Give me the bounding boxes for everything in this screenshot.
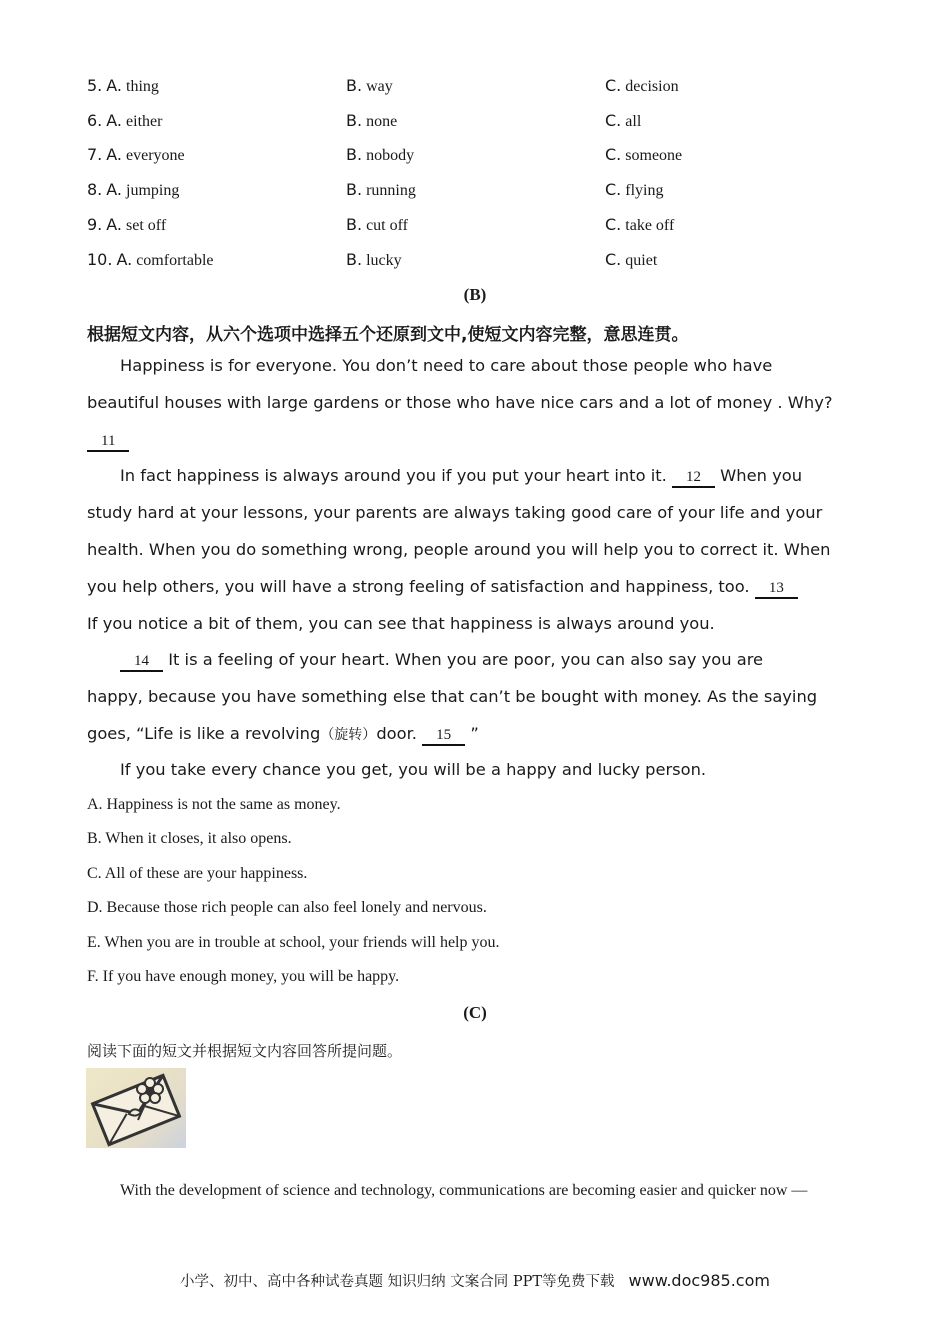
- option-text: set off: [126, 217, 167, 234]
- passage-text: door.: [376, 724, 417, 743]
- option-text: running: [366, 182, 416, 199]
- option-row-9: [87, 215, 867, 239]
- passage-line: If you take every chance you get, you will be a happy and lucky person.: [120, 760, 707, 779]
- gloss-text: （旋转）: [320, 727, 377, 743]
- question-number: 6.: [87, 111, 103, 130]
- section-b-instruction: 根据短文内容，从六个选项中选择五个还原到文中,使短文内容完整，意思连贯。: [87, 325, 689, 345]
- section-c-instruction: 阅读下面的短文并根据短文内容回答所提问题。: [87, 1042, 403, 1060]
- passage-line: health. When you do something wrong, people around you will help you to correct it. When: [87, 540, 831, 559]
- option-label: A.: [106, 180, 123, 199]
- option-row-8: [87, 180, 867, 204]
- option-a: [87, 111, 162, 131]
- option-b: [346, 180, 416, 200]
- question-number: 5.: [87, 76, 103, 95]
- option-label: A.: [116, 250, 133, 269]
- option-b: [346, 145, 414, 165]
- option-c: [605, 76, 679, 96]
- option-text: none: [366, 113, 398, 130]
- option-a: [87, 180, 179, 200]
- footer: [0, 1270, 950, 1291]
- passage-text: When you: [720, 466, 803, 485]
- option-text: flying: [625, 182, 664, 199]
- option-label: A.: [106, 215, 123, 234]
- passage-line: beautiful houses with large gardens or those who have nice cars and a lot of money . Why?: [87, 393, 833, 412]
- passage-text: goes, “Life is like a revolving: [87, 724, 321, 743]
- option-label: B.: [346, 76, 363, 95]
- question-number: 7.: [87, 145, 103, 164]
- blank-14[interactable]: 14: [120, 652, 163, 672]
- envelope-flower-icon: [86, 1068, 186, 1148]
- passage-line: Happiness is for everyone. You don’t need to care about those people who have: [120, 356, 773, 375]
- option-label: B.: [346, 250, 363, 269]
- choice-a: A. Happiness is not the same as money.: [87, 796, 341, 813]
- option-b: [346, 111, 397, 131]
- option-label: B.: [346, 180, 363, 199]
- option-label: A.: [106, 76, 123, 95]
- passage-line: [120, 650, 900, 672]
- option-b: [346, 215, 408, 235]
- option-c: [605, 180, 663, 200]
- option-a: [87, 145, 185, 165]
- option-text: everyone: [126, 147, 185, 164]
- option-label: C.: [605, 111, 622, 130]
- option-label: C.: [605, 180, 622, 199]
- option-text: someone: [625, 147, 683, 164]
- option-text: decision: [625, 78, 679, 95]
- blank-13[interactable]: 13: [755, 579, 798, 599]
- passage-line: [87, 724, 867, 746]
- option-label: C.: [605, 76, 622, 95]
- passage-text: you help others, you will have a strong feeling of satisfaction and happiness, too.: [87, 577, 750, 596]
- option-label: A.: [106, 111, 123, 130]
- option-text: all: [625, 113, 642, 130]
- passage-line: [120, 466, 900, 488]
- question-number: 10.: [87, 250, 113, 269]
- option-row-10: [87, 250, 867, 274]
- option-row-7: [87, 145, 867, 169]
- passage-line: [87, 430, 867, 452]
- option-text: comfortable: [136, 252, 214, 269]
- passage-text: It is a feeling of your heart. When you are poor, you can also say you are: [168, 650, 764, 669]
- option-text: thing: [126, 78, 159, 95]
- section-c-heading: (C): [463, 1003, 487, 1022]
- passage-text: In fact happiness is always around you if you put your heart into it.: [120, 466, 667, 485]
- passage-line: If you notice a bit of them, you can see that happiness is always around you.: [87, 614, 715, 633]
- passage-text: ”: [470, 724, 479, 743]
- option-text: cut off: [366, 217, 408, 234]
- choice-f: F. If you have enough money, you will be happy.: [87, 968, 400, 985]
- passage-line: study hard at your lessons, your parents are always taking good care of your life and your: [87, 503, 823, 522]
- option-a: [87, 215, 166, 235]
- option-text: either: [126, 113, 163, 130]
- footer-text: 小学、初中、高中各种试卷真题 知识归纳 文案合同 PPT等免费下载: [180, 1274, 615, 1290]
- question-number: 9.: [87, 215, 103, 234]
- choice-c: C. All of these are your happiness.: [87, 865, 308, 882]
- option-label: B.: [346, 215, 363, 234]
- option-b: [346, 250, 402, 270]
- option-b: [346, 76, 393, 96]
- passage-line: happy, because you have something else that can’t be bought with money. As the saying: [87, 687, 818, 706]
- option-text: jumping: [126, 182, 180, 199]
- option-a: [87, 250, 214, 270]
- choice-e: E. When you are in trouble at school, your friends will help you.: [87, 934, 500, 951]
- option-row-6: [87, 111, 867, 135]
- option-label: C.: [605, 250, 622, 269]
- option-label: A.: [106, 145, 123, 164]
- section-b-heading: (B): [463, 285, 487, 304]
- option-text: take off: [625, 217, 675, 234]
- option-label: B.: [346, 145, 363, 164]
- option-label: C.: [605, 215, 622, 234]
- option-row-5: [87, 76, 867, 100]
- option-text: way: [366, 78, 393, 95]
- blank-15[interactable]: 15: [422, 726, 465, 746]
- choice-d: D. Because those rich people can also feel lonely and nervous.: [87, 899, 487, 916]
- option-c: [605, 215, 674, 235]
- passage-line: With the development of science and technology, communications are becoming easier and quicker now —: [120, 1182, 808, 1199]
- passage-line: [87, 577, 867, 599]
- option-text: lucky: [366, 252, 402, 269]
- option-text: nobody: [366, 147, 415, 164]
- option-c: [605, 250, 657, 270]
- option-label: B.: [346, 111, 363, 130]
- question-number: 8.: [87, 180, 103, 199]
- blank-12[interactable]: 12: [672, 468, 715, 488]
- option-label: C.: [605, 145, 622, 164]
- choice-b: B. When it closes, it also opens.: [87, 830, 292, 847]
- blank-11[interactable]: 11: [87, 432, 129, 452]
- footer-url[interactable]: www.doc985.com: [628, 1271, 770, 1290]
- option-c: [605, 145, 682, 165]
- option-text: quiet: [625, 252, 658, 269]
- option-c: [605, 111, 641, 131]
- option-a: [87, 76, 159, 96]
